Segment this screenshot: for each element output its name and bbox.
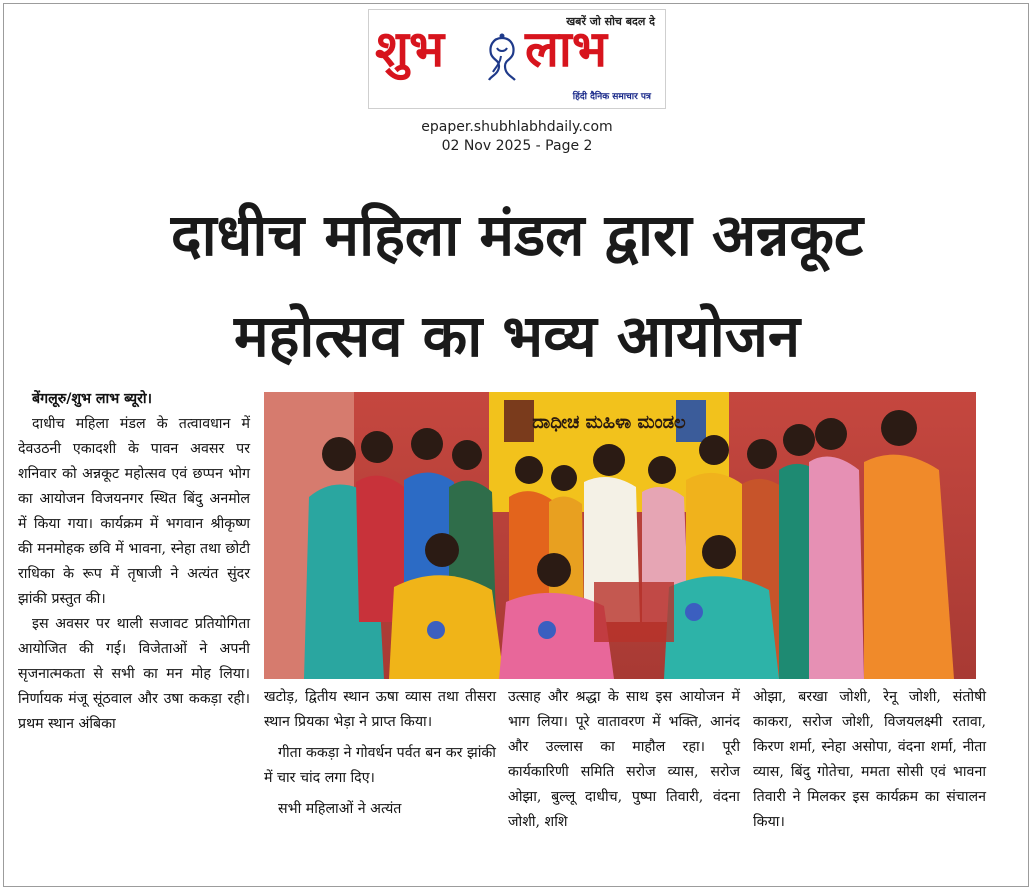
group-photo-illustration xyxy=(264,392,976,679)
source-date-page: 02 Nov 2025 - Page 2 xyxy=(441,138,593,154)
masthead-logo[interactable] xyxy=(368,9,666,109)
group-photo xyxy=(264,392,976,679)
masthead-name-part1: शुभ xyxy=(375,20,445,78)
article-column-4 xyxy=(753,685,986,835)
article-paragraph: दाधीच महिला मंडल के तत्वावधान में देवउठनी एकादशी के पावन अवसर पर शनिवार को अन्नकूट महोत्सव एवं छप्पन भोग का आयोजन विजयनगर स्थित बिंदु अनमोल में किया गया। कार्यक्रम में भगवान श्रीकृष्ण की मनमोहक छवि में भावना, स्नेहा तथा छोटी राधिका के रूप में तृषाजी ने अत्यंत सुंदर झांकी प्रस्तुत की। xyxy=(18,416,250,607)
source-url[interactable]: epaper.shubhlabhdaily.com xyxy=(421,119,613,135)
article-paragraph: सभी महिलाओं ने अत्यंत xyxy=(278,801,402,817)
article-paragraph: उत्साह और श्रद्धा के साथ इस आयोजन में भाग लिया। पूरे वातावरण में भक्ति, आनंद और उल्लास का माहौल रहा। पूरी कार्यकारिणी समिति सरोज व्यास, सरोज ओझा, बुल्लू दाधीच, पुष्पा तिवारी, वंदना जोशी, शशि xyxy=(508,689,740,830)
masthead-name-part2: लाभ xyxy=(525,20,607,78)
headline-line1: दाधीच महिला मंडल द्वारा अन्नकूट xyxy=(170,201,864,269)
article-paragraph: ओझा, बरखा जोशी, रेनू जोशी, संतोषी काकरा, सरोज जोशी, विजयलक्ष्मी रतावा, किरण शर्मा, स्नेहा असोपा, वंदना शर्मा, नीता व्यास, बिंदु गोतेचा, ममता सोसी एवं भावना तिवारी ने मिलकर इस कार्यक्रम का संचालन किया। xyxy=(753,689,986,830)
masthead-subtitle: हिंदी दैनिक समाचार पत्र xyxy=(572,92,651,102)
masthead-tagline: खबरें जो सोच बदल दे xyxy=(566,15,655,28)
ganesha-icon xyxy=(481,32,523,86)
article-paragraph: गीता ककड़ा ने गोवर्धन पर्वत बन कर झांकी में चार चांद लगा दिए। xyxy=(264,745,496,786)
banner-text: ದಾಧೀಚ ಮಹಿಳಾ ಮಂಡಲ xyxy=(532,412,686,433)
headline-line2: महोत्सव का भव्य आयोजन xyxy=(233,302,801,370)
article-paragraph: खटोड़, द्वितीय स्थान ऊषा व्यास तथा तीसरा स्थान प्रियका भेड़ा ने प्राप्त किया। xyxy=(264,689,496,730)
article-column-1 xyxy=(18,387,250,737)
article-paragraph: इस अवसर पर थाली सजावट प्रतियोगिता आयोजित की गई। विजेताओं ने अपनी सृजनात्मकता से सभी का मन मोह लिया। निर्णायक मंजू सूंठवाल और उषा ककड़ा रही। प्रथम स्थान अंबिका xyxy=(18,616,250,732)
article-column-3 xyxy=(508,685,740,835)
article-byline: बेंगलूरु/शुभ लाभ ब्यूरो। xyxy=(32,391,152,407)
article-column-2 xyxy=(264,685,496,822)
